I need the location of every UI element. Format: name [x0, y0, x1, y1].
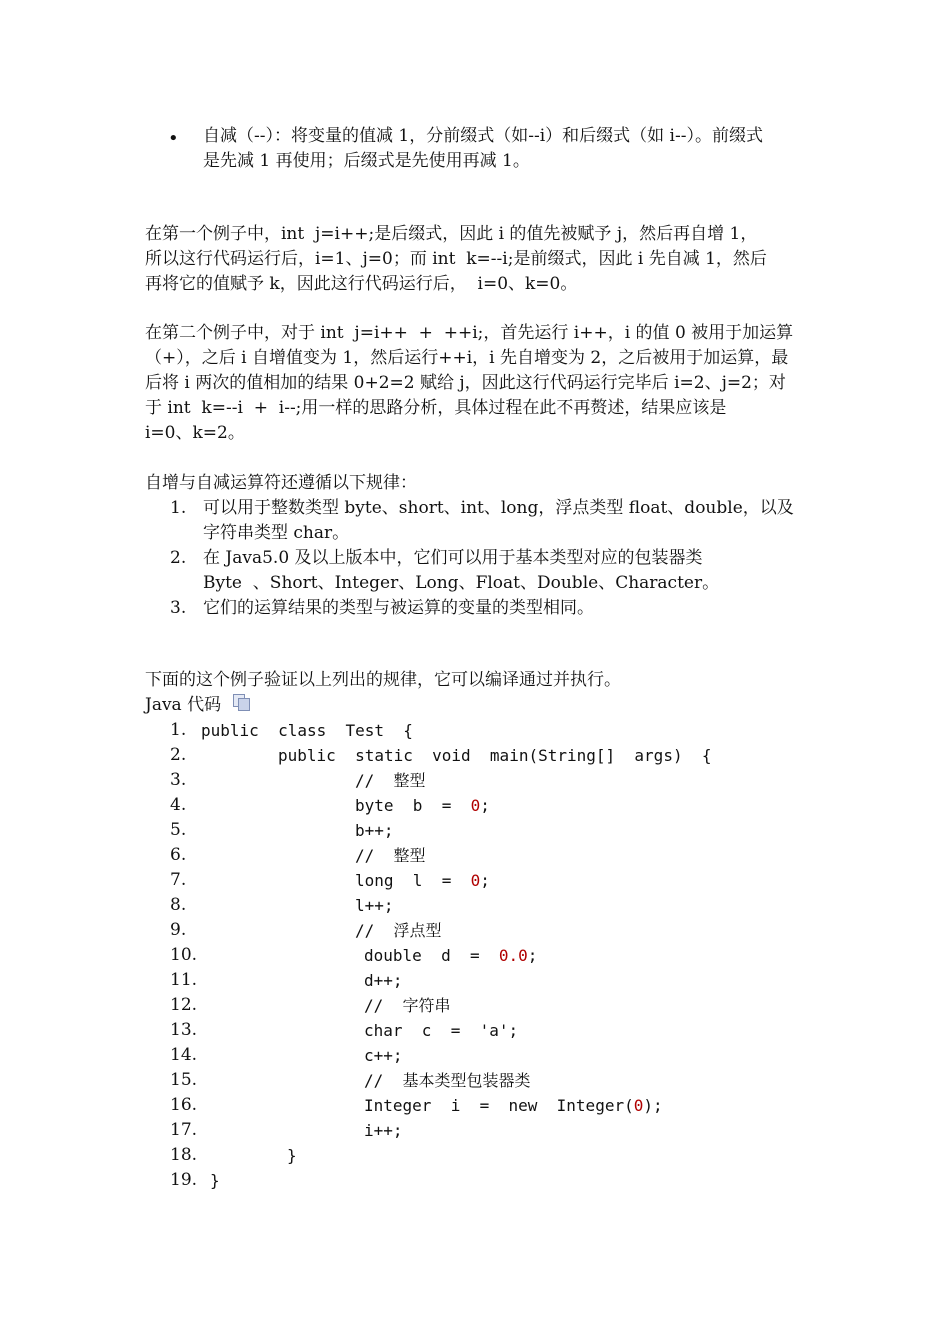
rules-intro: 自增与自减运算符还遵循以下规律： [145, 473, 417, 493]
code-label: Java 代码 [145, 695, 222, 715]
code-line: i++; [364, 1121, 403, 1140]
code-line: public static void main(String[] args) { [278, 746, 712, 765]
para2-line-5: i=0、k=2。 [145, 423, 245, 443]
code-line-number: 11. [170, 970, 198, 990]
code-line: Integer i = new Integer(0); [364, 1096, 663, 1115]
code-line-number: 18. [170, 1145, 198, 1165]
rule-1-number: 1. [170, 498, 187, 518]
para2-line-2: （+），之后 i 自增值变为 1，然后运行++i，i 先自增变为 2，之后被用于加运算，最 [145, 348, 789, 368]
bullet-line-2: 是先减 1 再使用；后缀式是先使用再减 1。 [203, 151, 530, 171]
rule-3-number: 3. [170, 598, 187, 618]
code-line-number: 4. [170, 795, 187, 815]
code-line-number: 5. [170, 820, 187, 840]
code-line-number: 3. [170, 770, 187, 790]
code-comment: // 整型 [355, 846, 426, 865]
code-comment: // 浮点型 [355, 921, 442, 940]
code-comment: // 字符串 [364, 996, 451, 1015]
code-line: double d = 0.0; [364, 946, 538, 965]
rule-2-line-2: Byte 、Short、Integer、Long、Float、Double、Character。 [203, 573, 720, 593]
rule-2-line-1: 在 Java5.0 及以上版本中，它们可以用于基本类型对应的包装器类 [203, 548, 703, 568]
code-line-number: 6. [170, 845, 187, 865]
number-literal: 0.0 [498, 946, 528, 965]
code-line: } [287, 1146, 297, 1165]
bullet-line-1: 自减（--）：将变量的值减 1，分前缀式（如--i）和后缀式（如 i--）。前缀式 [203, 126, 763, 146]
code-line: long l = 0; [355, 871, 490, 890]
number-literal: 0 [633, 1096, 644, 1115]
para2-line-4: 于 int k=--i + i--;用一样的思路分析，具体过程在此不再赘述，结果应该是 [145, 398, 727, 418]
code-line: d++; [364, 971, 403, 990]
bullet-marker: • [168, 128, 179, 149]
rule-3-line-1: 它们的运算结果的类型与被运算的变量的类型相同。 [203, 598, 594, 618]
copy-icon[interactable] [233, 694, 249, 710]
code-line-number: 19. [170, 1170, 198, 1190]
code-comment: // 基本类型包装器类 [364, 1071, 531, 1090]
code-line-number: 9. [170, 920, 187, 940]
para2-line-1: 在第二个例子中，对于 int j=i++ + ++i;，首先运行 i++，i 的值 0 被用于加运算 [145, 323, 794, 343]
code-line: l++; [355, 896, 394, 915]
rule-1-line-2: 字符串类型 char。 [203, 523, 350, 543]
number-literal: 0 [470, 871, 481, 890]
code-comment: // 整型 [355, 771, 426, 790]
code-line: c++; [364, 1046, 403, 1065]
rule-1-line-1: 可以用于整数类型 byte、short、int、long，浮点类型 float、double，以及 [203, 498, 794, 518]
code-line: public class Test { [201, 721, 413, 740]
code-line-number: 7. [170, 870, 187, 890]
code-line-number: 8. [170, 895, 187, 915]
para2-line-3: 后将 i 两次的值相加的结果 0+2=2 赋给 j，因此这行代码运行完毕后 i=2、j=2；对 [145, 373, 786, 393]
para1-line-3: 再将它的值赋予 k，因此这行代码运行后， i=0、k=0。 [145, 274, 578, 294]
code-line: } [210, 1171, 220, 1190]
number-literal: 0 [470, 796, 481, 815]
code-line: char c = 'a'; [364, 1021, 519, 1040]
code-line-number: 17. [170, 1120, 198, 1140]
code-line-number: 2. [170, 745, 187, 765]
rule-2-number: 2. [170, 548, 187, 568]
code-line: byte b = 0; [355, 796, 490, 815]
code-line-number: 16. [170, 1095, 198, 1115]
code-line-number: 15. [170, 1070, 198, 1090]
code-line-number: 12. [170, 995, 198, 1015]
code-line-number: 10. [170, 945, 198, 965]
code-line-number: 1. [170, 720, 187, 740]
para1-line-2: 所以这行代码运行后，i=1、j=0；而 int k=--i;是前缀式，因此 i 先自减 1，然后 [145, 249, 767, 269]
code-line-number: 14. [170, 1045, 198, 1065]
code-line: b++; [355, 821, 394, 840]
code-line-number: 13. [170, 1020, 198, 1040]
example-intro: 下面的这个例子验证以上列出的规律，它可以编译通过并执行。 [145, 670, 621, 690]
para1-line-1: 在第一个例子中，int j=i++;是后缀式，因此 i 的值先被赋予 j，然后再自增 1， [145, 224, 758, 244]
